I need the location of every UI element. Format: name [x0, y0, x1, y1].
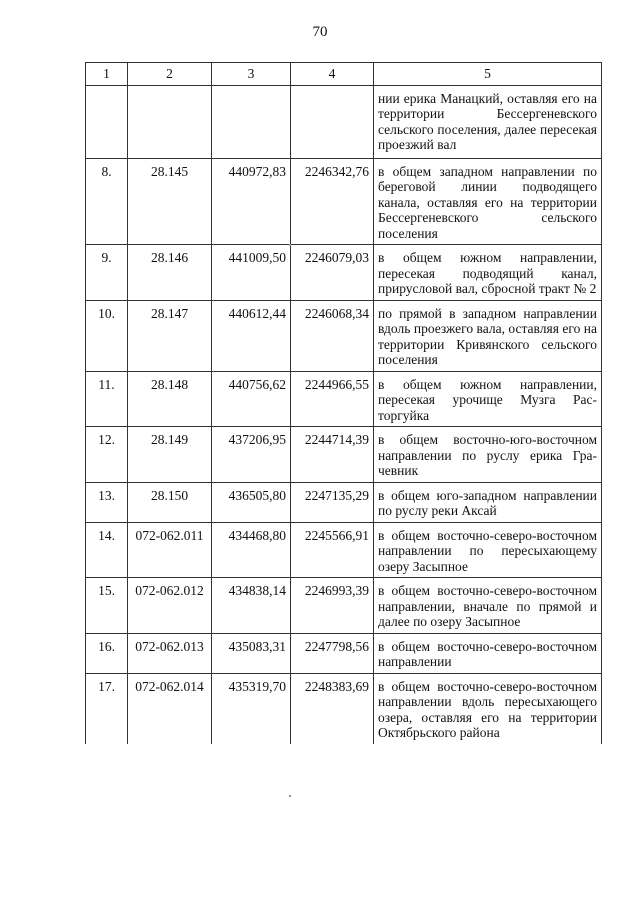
scan-speck	[289, 244, 291, 246]
coordinate-y: 2244714,39	[291, 427, 374, 483]
table-row	[86, 371, 602, 427]
row-number: 15.	[86, 578, 128, 634]
table-row	[86, 158, 602, 245]
empty-cell	[291, 85, 374, 158]
coordinate-x: 437206,95	[212, 427, 291, 483]
coordinate-x: 434468,80	[212, 522, 291, 578]
coordinate-y: 2246068,34	[291, 300, 374, 371]
boundary-description: по прямой в западном направлении вдоль проезжего вала, оставляя его на территории Кривянского сельского поселения	[374, 300, 602, 371]
row-number: 12.	[86, 427, 128, 483]
row-number: 8.	[86, 158, 128, 245]
row-number: 9.	[86, 245, 128, 301]
coordinate-y: 2245566,91	[291, 522, 374, 578]
continuation-description: нии ерика Манацкий, оставляя его на территории Бессергеневского сельского поселения, далее пересекая проезжий вал	[374, 85, 602, 158]
coordinate-y: 2246993,39	[291, 578, 374, 634]
table-header-row	[86, 63, 602, 86]
scan-speck	[289, 795, 291, 797]
row-number: 14.	[86, 522, 128, 578]
table-row	[86, 673, 602, 744]
boundary-description: в общем южном направлении, пересекая подводящий канал, прирусловой вал, сбросной тракт № 2	[374, 245, 602, 301]
boundary-description: в общем юго-западном направлении по руслу реки Аксай	[374, 482, 602, 522]
boundary-description: в общем восточно-северо-восточном направлении, вначале по прямой и далее по озеру Засыпное	[374, 578, 602, 634]
row-number: 17.	[86, 673, 128, 744]
boundary-description-table	[85, 62, 602, 744]
coordinate-x: 440756,62	[212, 371, 291, 427]
boundary-description: в общем южном направлении, пересекая урочище Музга Расторгуйка	[374, 371, 602, 427]
coordinate-x: 440972,83	[212, 158, 291, 245]
table-row	[86, 300, 602, 371]
header-col-2: 2	[128, 63, 212, 86]
point-id: 072-062.012	[128, 578, 212, 634]
table-row	[86, 245, 602, 301]
table-row	[86, 427, 602, 483]
header-col-5: 5	[374, 63, 602, 86]
boundary-description: в общем западном направлении по береговой линии подводящего канала, оставляя его на территории Бессергеневского сельского поселения	[374, 158, 602, 245]
empty-cell	[128, 85, 212, 158]
header-col-4: 4	[291, 63, 374, 86]
coordinate-y: 2246342,76	[291, 158, 374, 245]
coordinate-x: 441009,50	[212, 245, 291, 301]
coordinate-y: 2246079,03	[291, 245, 374, 301]
coordinate-y: 2244966,55	[291, 371, 374, 427]
coordinate-y: 2247798,56	[291, 633, 374, 673]
coordinate-x: 436505,80	[212, 482, 291, 522]
coordinate-x: 434838,14	[212, 578, 291, 634]
row-number: 11.	[86, 371, 128, 427]
empty-cell	[212, 85, 291, 158]
boundary-description: в общем восточно-юго-восточном направлении по руслу ерика Грачевник	[374, 427, 602, 483]
page-number: 70	[312, 24, 328, 40]
row-number: 10.	[86, 300, 128, 371]
row-number: 16.	[86, 633, 128, 673]
coordinate-x: 435319,70	[212, 673, 291, 744]
header-col-3: 3	[212, 63, 291, 86]
coordinate-y: 2248383,69	[291, 673, 374, 744]
table-row	[86, 578, 602, 634]
point-id: 072-062.014	[128, 673, 212, 744]
point-id: 28.150	[128, 482, 212, 522]
row-number: 13.	[86, 482, 128, 522]
empty-cell	[86, 85, 128, 158]
boundary-description: в общем восточно-северо-восточном направлении вдоль пересыхающего озера, оставляя его на территории Октябрьского района	[374, 673, 602, 744]
point-id: 28.146	[128, 245, 212, 301]
header-col-1: 1	[86, 63, 128, 86]
continuation-row	[86, 85, 602, 158]
coordinate-y: 2247135,29	[291, 482, 374, 522]
coordinate-x: 440612,44	[212, 300, 291, 371]
table-row	[86, 482, 602, 522]
point-id: 28.149	[128, 427, 212, 483]
coordinate-x: 435083,31	[212, 633, 291, 673]
point-id: 28.147	[128, 300, 212, 371]
point-id: 072-062.011	[128, 522, 212, 578]
point-id: 28.148	[128, 371, 212, 427]
boundary-description: в общем восточно-северо-восточном направлении по пересыхающему озеру Засыпное	[374, 522, 602, 578]
point-id: 072-062.013	[128, 633, 212, 673]
boundary-description: в общем восточно-северо-восточном направлении	[374, 633, 602, 673]
table-row	[86, 633, 602, 673]
table-row	[86, 522, 602, 578]
point-id: 28.145	[128, 158, 212, 245]
